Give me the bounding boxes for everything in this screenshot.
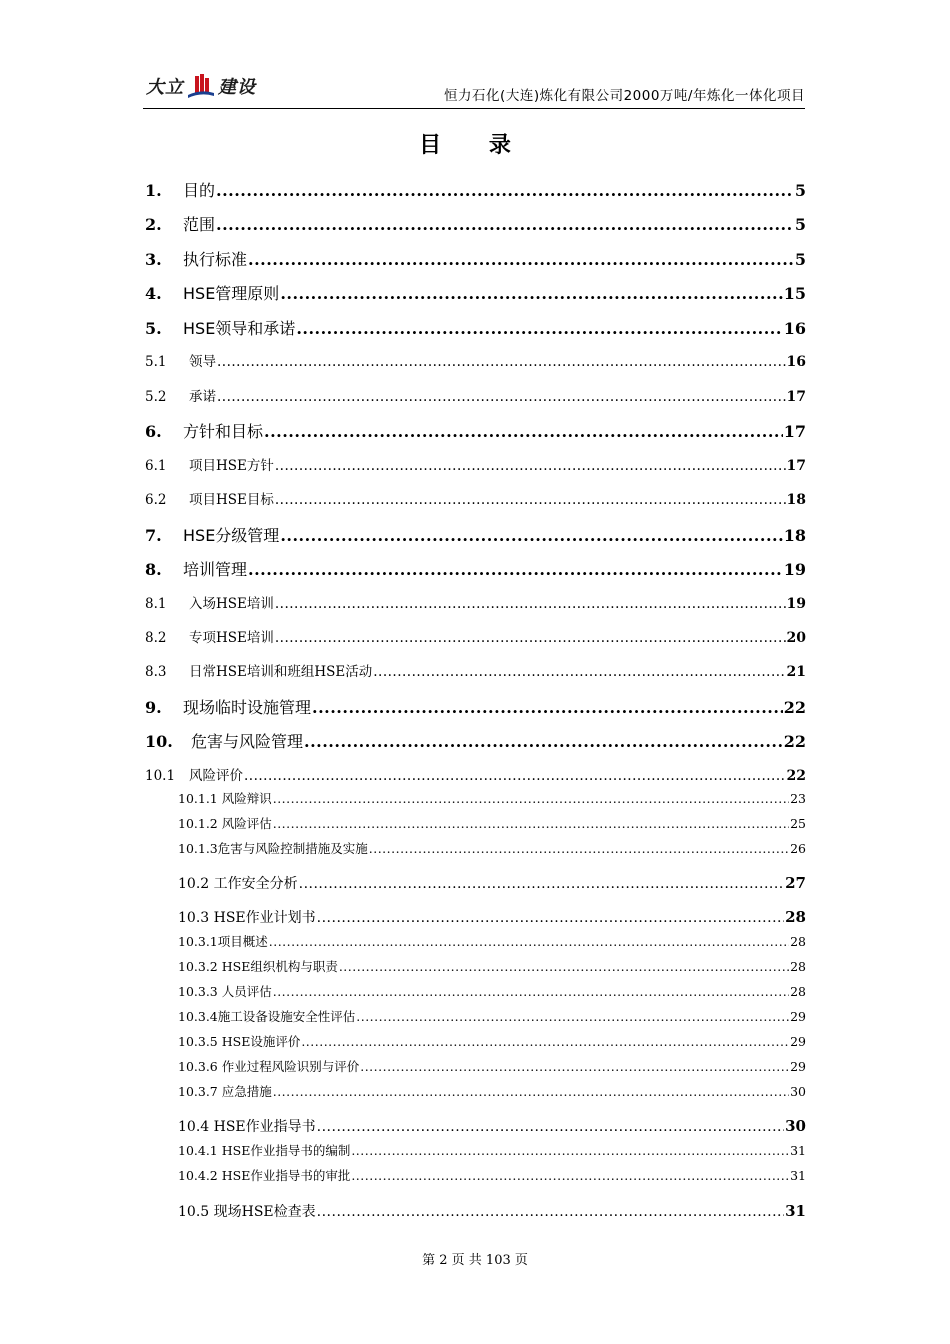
toc-entry-title: 培训管理 [183,560,248,579]
toc-entry[interactable] [145,454,806,474]
toc-entry-page: 18 [783,526,806,545]
toc-leader-dots [275,630,786,646]
page-footer: 第 2 页 共 103 页 [422,1253,528,1268]
toc-entry[interactable] [145,488,806,508]
toc-entry-page: 5 [794,250,806,269]
toc-entry-number: 7. [145,526,162,545]
toc-entry[interactable] [178,839,806,857]
toc-leader-dots [299,876,785,892]
toc-entry-title: 危害与风险管理 [191,732,304,751]
toc-entry-page: 19 [783,560,806,579]
toc-leader-dots [339,959,789,974]
toc-entry-number: 2. [145,215,162,234]
toc-entry-title: HSE分级管理 [183,526,280,545]
toc-entry-page: 21 [786,664,806,680]
toc-leader-dots [216,215,794,234]
toc-leader-dots [275,492,786,508]
toc-leader-dots [351,1168,789,1183]
toc-entry[interactable] [145,419,806,442]
toc-leader-dots [269,934,789,949]
toc-entry[interactable] [178,873,806,893]
toc-entry-number: 5. [145,319,162,338]
toc-entry[interactable] [178,982,806,1000]
toc-entry-title: 10.1.3危害与风险控制措施及实施 [178,841,368,856]
toc-entry-number: 5.1 [145,354,167,370]
toc-entry-page: 27 [785,874,806,892]
toc-entry-page: 26 [790,841,806,856]
toc-entry-title: 范围 [183,215,216,234]
toc-entry-title: 10.3.7 应急措施 [178,1084,272,1099]
toc-entry-title: 10.4.2 HSE作业指导书的审批 [178,1168,351,1183]
toc-entry[interactable] [145,592,806,612]
toc-leader-dots [275,596,786,612]
toc-entry-page: 15 [783,284,806,303]
toc-leader-dots [273,984,789,999]
logo-text-right: 建设 [218,77,256,98]
toc-entry[interactable] [178,1141,806,1159]
toc-entry-title: 承诺 [189,389,216,405]
toc-entry-number: 3. [145,250,162,269]
toc-entry[interactable] [178,907,806,927]
toc-entry[interactable] [178,1082,806,1100]
toc-entry-title: 10.3 HSE作业计划书 [178,910,316,926]
toc-entry-title: 10.1.2 风险评估 [178,816,272,831]
toc-entry-page: 31 [790,1143,806,1158]
toc-leader-dots [356,1009,789,1024]
toc-entry[interactable] [145,178,806,201]
toc-entry[interactable] [178,957,806,975]
toc-entry-number: 6.2 [145,492,167,508]
toc-leader-dots [351,1143,789,1158]
toc-entry-title: 项目HSE目标 [189,492,274,508]
toc-entry-page: 23 [790,791,806,806]
toc-entry-page: 30 [785,1117,806,1135]
toc-entry-page: 22 [783,732,806,751]
toc-leader-dots [217,354,786,370]
toc-entry-page: 29 [790,1009,806,1024]
toc-entry-number: 8.1 [145,596,167,612]
toc-entry-title: HSE管理原则 [183,284,280,303]
toc-entry-page: 5 [794,215,806,234]
toc-entry-title: 领导 [189,354,216,370]
toc-entry-page: 17 [786,389,806,405]
toc-entry-page: 25 [790,816,806,831]
toc-entry-number: 4. [145,284,162,303]
toc-entry[interactable] [178,1032,806,1050]
toc-entry-number: 6.1 [145,458,167,474]
toc-entry[interactable] [178,1007,806,1025]
toc-entry-page: 28 [790,984,806,999]
toc-leader-dots [273,816,789,831]
toc-entry-title: 10.3.2 HSE组织机构与职责 [178,959,338,974]
toc-entry-title: 现场临时设施管理 [183,698,312,717]
toc-entry-number: 5.2 [145,389,167,405]
toc-entry-title: 10.3.1项目概述 [178,934,268,949]
toc-title: 目 录 [419,133,531,158]
toc-entry-number: 1. [145,181,162,200]
toc-entry[interactable] [178,1116,806,1136]
toc-entry-page: 28 [790,959,806,974]
toc-entry[interactable] [145,385,806,405]
toc-entry-page: 5 [794,181,806,200]
toc-leader-dots [317,910,784,926]
toc-entry-page: 17 [786,458,806,474]
toc-entry-number: 10.1 [145,768,176,784]
toc-entry-title: 10.5 现场HSE检查表 [178,1204,316,1220]
toc-leader-dots [273,1084,789,1099]
toc-leader-dots [360,1059,789,1074]
toc-entry-title: 10.3.6 作业过程风险识别与评价 [178,1059,360,1074]
toc-entry-page: 30 [790,1084,806,1099]
toc-entry-title: 执行标准 [183,250,248,269]
toc-leader-dots [304,732,783,751]
toc-entry-number: 8. [145,560,162,579]
toc-entry[interactable] [145,350,806,370]
toc-leader-dots [280,526,782,545]
toc-entry[interactable] [178,1201,806,1221]
toc-entry-title: 10.3.4施工设备设施安全性评估 [178,1009,356,1024]
toc-leader-dots [248,560,783,579]
toc-entry[interactable] [145,660,806,680]
toc-leader-dots [317,1119,784,1135]
toc-leader-dots [369,841,789,856]
toc-leader-dots [301,1034,789,1049]
toc-entry-title: 项目HSE方针 [189,458,274,474]
toc-entry-title: 10.4 HSE作业指导书 [178,1119,316,1135]
toc-entry-page: 22 [786,768,806,784]
toc-entry[interactable] [145,626,806,646]
toc-entry[interactable] [145,281,806,304]
toc-entry-page: 16 [786,354,806,370]
toc-entry-title: 方针和目标 [183,422,264,441]
toc-leader-dots [273,791,789,806]
toc-entry-number: 8.2 [145,630,167,646]
toc-leader-dots [216,181,794,200]
toc-entry[interactable] [145,247,806,270]
toc-leader-dots [312,698,783,717]
toc-entry-page: 29 [790,1059,806,1074]
toc-leader-dots [373,664,785,680]
toc-entry-title: 10.2 工作安全分析 [178,876,298,892]
toc-entry[interactable] [145,316,806,339]
toc-entry[interactable] [145,523,806,546]
toc-entry[interactable] [178,814,806,832]
toc-entry[interactable] [145,557,806,580]
toc-entry[interactable] [178,932,806,950]
toc-entry-title: 目的 [183,181,216,200]
toc-entry-page: 31 [790,1168,806,1183]
toc-entry[interactable] [145,695,806,718]
toc-entry[interactable] [145,212,806,235]
toc-entry-page: 19 [786,596,806,612]
toc-entry-page: 17 [783,422,806,441]
toc-entry-title: 入场HSE培训 [189,596,274,612]
toc-entry-title: 专项HSE培训 [189,630,274,646]
toc-entry-page: 28 [790,934,806,949]
project-title: 恒力石化(大连)炼化有限公司2000万吨/年炼化一体化项目 [444,88,805,104]
toc-leader-dots [244,768,786,784]
toc-entry-page: 20 [786,630,806,646]
toc-entry[interactable] [178,789,806,807]
toc-entry-number: 10. [145,732,173,751]
toc-leader-dots [317,1204,784,1220]
toc-entry-page: 31 [785,1202,806,1220]
toc-entry-title: 10.3.5 HSE设施评价 [178,1034,301,1049]
toc-entry[interactable] [178,1057,806,1075]
toc-entry-title: 10.3.3 人员评估 [178,984,272,999]
toc-entry[interactable] [145,729,806,752]
toc-leader-dots [296,319,782,338]
toc-leader-dots [217,389,786,405]
toc-entry-page: 18 [786,492,806,508]
toc-entry[interactable] [178,1166,806,1184]
toc-entry-title: HSE领导和承诺 [183,319,296,338]
toc-entry-number: 9. [145,698,162,717]
toc-entry-page: 22 [783,698,806,717]
toc-leader-dots [275,458,786,474]
toc-entry-number: 8.3 [145,664,167,680]
toc-entry[interactable] [145,764,806,784]
toc-leader-dots [248,250,794,269]
toc-leader-dots [280,284,782,303]
logo-text-left: 大立 [146,77,184,98]
toc-entry-title: 10.4.1 HSE作业指导书的编制 [178,1143,351,1158]
toc-entry-title: 10.1.1 风险辩识 [178,791,272,806]
toc-entry-page: 16 [783,319,806,338]
toc-entry-title: 风险评价 [189,768,243,784]
toc-entry-number: 6. [145,422,162,441]
toc-entry-page: 28 [785,908,806,926]
toc-leader-dots [264,422,783,441]
toc-entry-page: 29 [790,1034,806,1049]
toc-entry-title: 日常HSE培训和班组HSE活动 [189,664,373,680]
